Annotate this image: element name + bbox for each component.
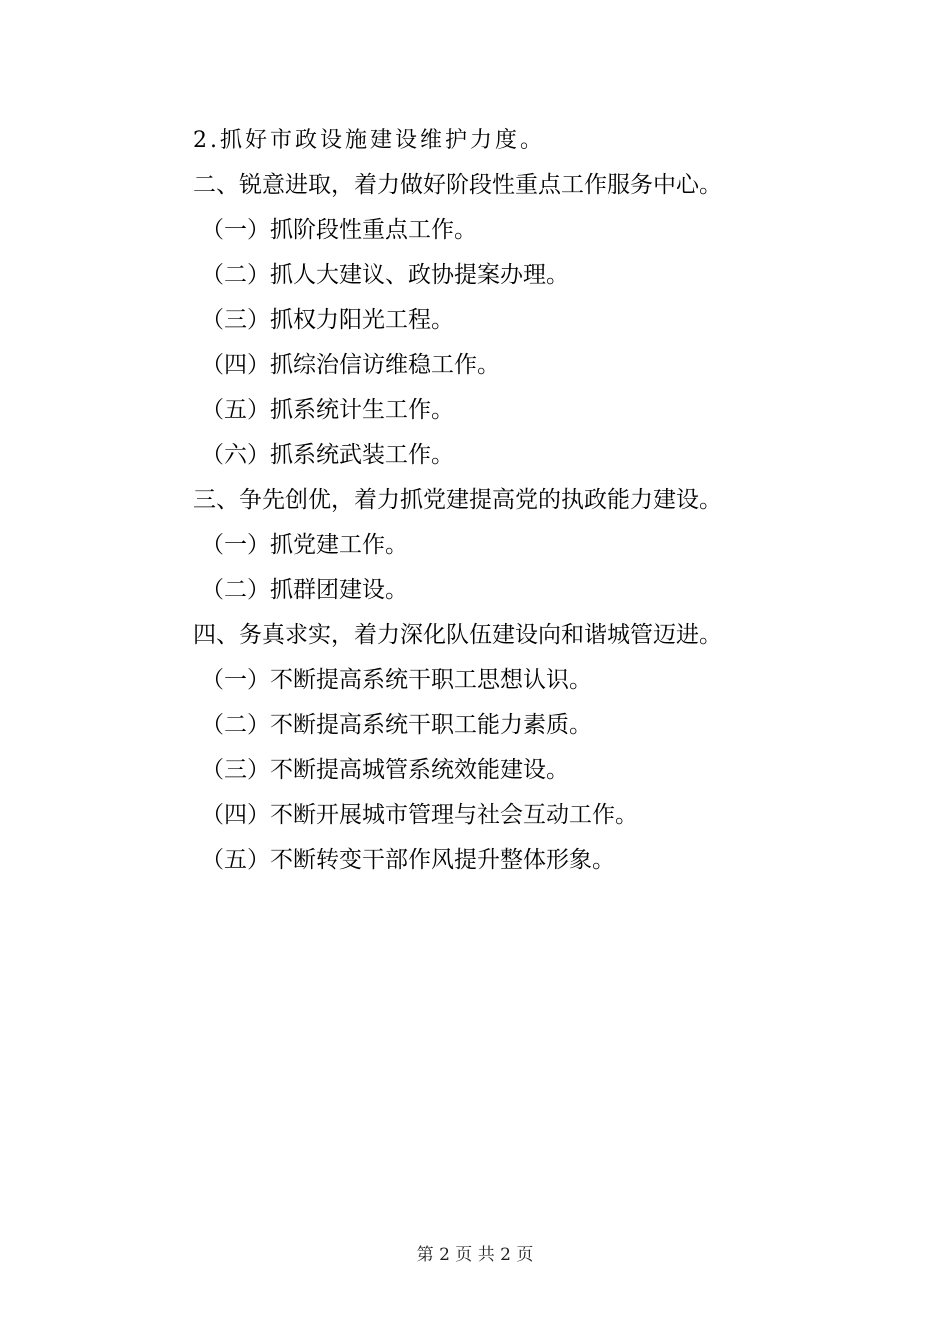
- list-item: （三）不断提高城管系统效能建设。: [201, 757, 569, 783]
- list-item: （二）抓群团建设。: [201, 577, 408, 603]
- list-item: （三）抓权力阳光工程。: [201, 307, 454, 333]
- list-item: （六）抓系统武装工作。: [201, 442, 454, 468]
- page-footer: 第 2 页 共 2 页: [416, 1245, 534, 1265]
- list-item: （四）抓综治信访维稳工作。: [201, 352, 500, 378]
- body-line: 2.抓好市政设施建设维护力度。: [193, 128, 545, 153]
- list-item: （五）抓系统计生工作。: [201, 397, 454, 423]
- list-item: （二）抓人大建议、政协提案办理。: [201, 262, 569, 288]
- list-item: （一）抓阶段性重点工作。: [201, 217, 477, 243]
- section-heading: 三、争先创优，着力抓党建提高党的执政能力建设。: [193, 487, 722, 513]
- section-heading: 四、务真求实，着力深化队伍建设向和谐城管迈进。: [193, 622, 722, 648]
- list-item: （一）不断提高系统干职工思想认识。: [201, 667, 592, 693]
- list-item: （四）不断开展城市管理与社会互动工作。: [201, 802, 638, 828]
- list-item: （二）不断提高系统干职工能力素质。: [201, 712, 592, 738]
- document-body: [193, 118, 893, 883]
- list-item: （一）抓党建工作。: [201, 532, 408, 558]
- list-item: （五）不断转变干部作风提升整体形象。: [201, 847, 615, 873]
- section-heading: 二、锐意进取，着力做好阶段性重点工作服务中心。: [193, 172, 722, 198]
